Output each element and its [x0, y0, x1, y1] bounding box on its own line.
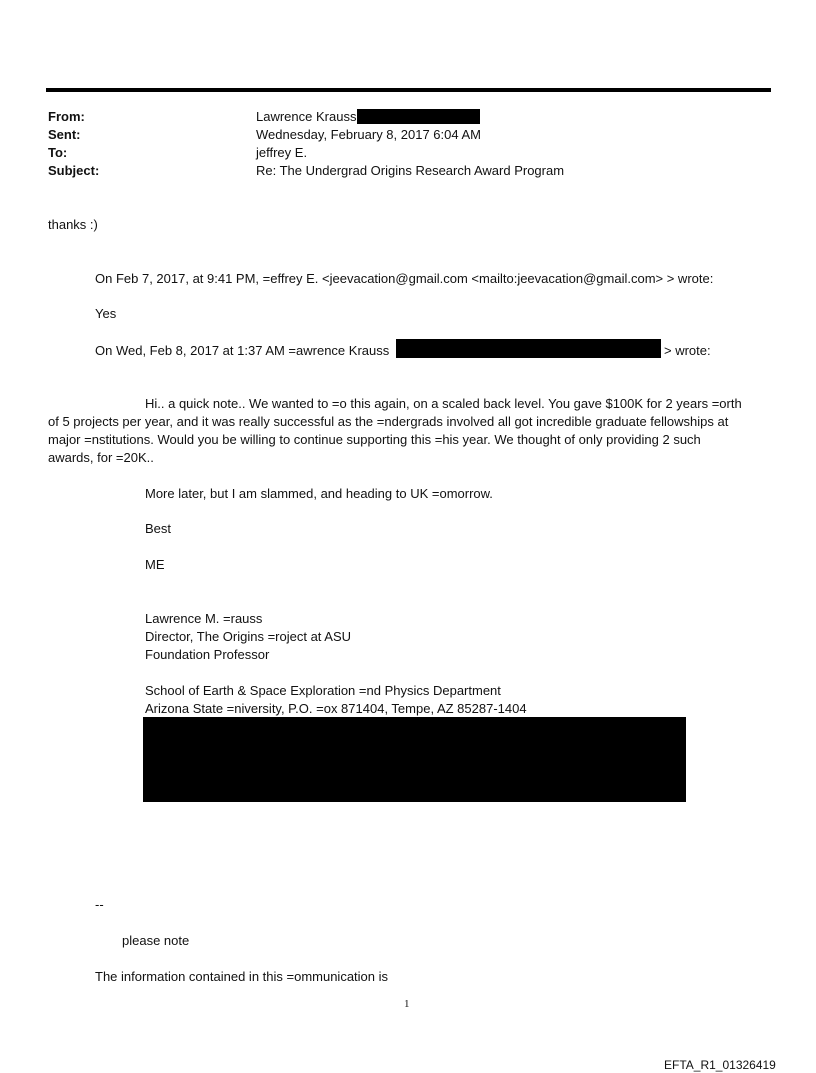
signature-name: Lawrence M. =rauss [145, 611, 263, 626]
subject-value: Re: The Undergrad Origins Research Award Program [256, 163, 565, 178]
info-text: The information contained in this =ommunication is [95, 969, 389, 984]
signature-address: Arizona State =niversity, P.O. =ox 871404, Tempe, AZ 85287-1404 [145, 701, 527, 716]
sent-label: Sent: [48, 127, 81, 142]
separator-dashes: -- [95, 897, 104, 912]
document-id: EFTA_R1_01326419 [664, 1058, 776, 1072]
redaction-signature-block [143, 717, 686, 802]
message-para-line1: Hi.. a quick note.. We wanted to =o this again, on a scaled back level. You gave $100K for 2 years =orth [145, 396, 742, 411]
from-value: Lawrence Krauss [256, 109, 357, 124]
yes-text: Yes [95, 306, 117, 321]
redaction-from-email [357, 109, 480, 124]
signature-title: Director, The Origins =roject at ASU [145, 629, 352, 644]
signature-school: School of Earth & Space Exploration =nd Physics Department [145, 683, 501, 698]
quote2-intro: On Wed, Feb 8, 2017 at 1:37 AM =awrence Krauss [95, 343, 390, 358]
subject-label: Subject: [48, 163, 100, 178]
best-text: Best [145, 521, 172, 536]
sent-value: Wednesday, February 8, 2017 6:04 AM [256, 127, 481, 142]
more-later-text: More later, but I am slammed, and heading to UK =omorrow. [145, 486, 493, 501]
signature-role: Foundation Professor [145, 647, 270, 662]
message-para-line3: major =nstitutions. Would you be willing to continue supporting this =his year. We thought of only providing 2 such [48, 432, 701, 447]
from-label: From: [48, 109, 85, 124]
message-para-line2: of 5 projects per year, and it was really successful as the =ndergrads involved all got incredible graduate fellowships at [48, 414, 729, 429]
to-label: To: [48, 145, 68, 160]
redaction-quote2-email [396, 339, 661, 358]
me-text: ME [145, 557, 165, 572]
thanks-text: thanks :) [48, 217, 98, 232]
quote2-wrote: > wrote: [664, 343, 711, 358]
to-value: jeffrey E. [256, 145, 308, 160]
page-number: 1 [404, 998, 410, 1010]
quote1-intro: On Feb 7, 2017, at 9:41 PM, =effrey E. <jeevacation@gmail.com <mailto:jeevacation@gmail.com> > wrote: [95, 271, 714, 286]
message-para-line4: awards, for =20K.. [48, 450, 154, 465]
please-note-text: please note [122, 933, 190, 948]
header-rule [46, 88, 771, 92]
